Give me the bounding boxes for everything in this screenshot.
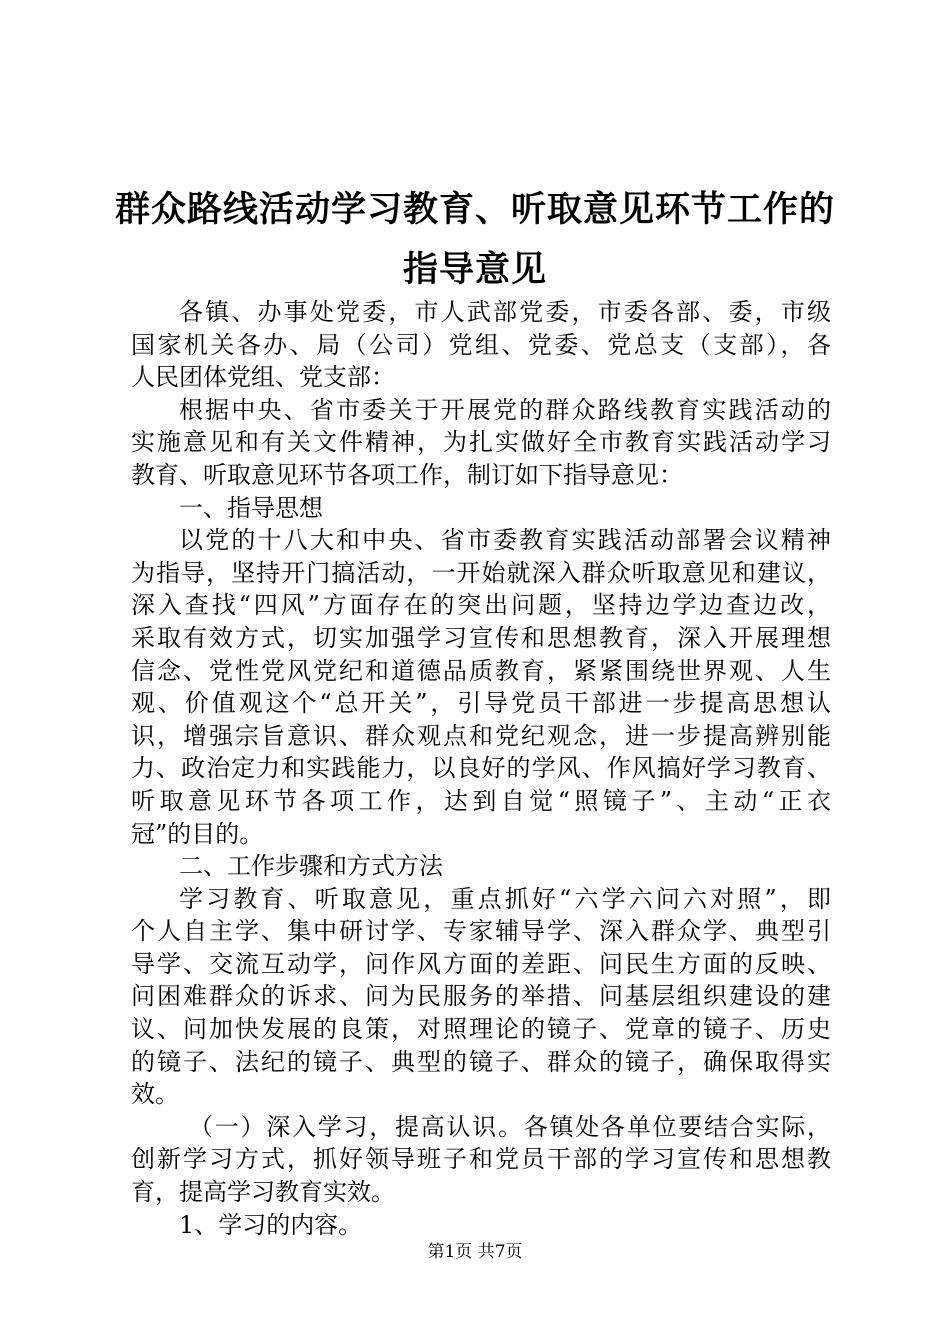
document-title-line-1: 群众路线活动学习教育、听取意见环节工作的: [114, 189, 835, 230]
body-line: 人民团体党组、党支部：: [131, 363, 395, 392]
body-line: （一）深入学习，提高认识。各镇处各单位要结合实际，: [189, 1112, 831, 1141]
body-line: 为指导，坚持开门搞活动，一开始就深入群众听取意见和建议，: [131, 558, 831, 587]
body-line: 导学、交流互动学，问作风方面的差距、问民生方面的反映、: [131, 949, 831, 978]
body-line: 冠”的目的。: [131, 819, 264, 848]
body-line: 深入查找“四风”方面存在的突出问题，坚持边学边查边改，: [131, 591, 831, 620]
body-line: 议、问加快发展的良策，对照理论的镜子、党章的镜子、历史: [131, 1015, 831, 1044]
document-title-line-2: 指导意见: [402, 249, 547, 290]
body-line: 实施意见和有关文件精神，为扎实做好全市教育实践活动学习: [131, 428, 831, 457]
body-line: 力、政治定力和实践能力，以良好的学风、作风搞好学习教育、: [131, 754, 831, 783]
document-body: [131, 296, 831, 1241]
body-line: 国家机关各办、局（公司）党组、党委、党总支（支部），各: [131, 330, 831, 359]
body-line: 育，提高学习教育实效。: [131, 1178, 395, 1207]
body-line: 问困难群众的诉求、问为民服务的举措、问基层组织建设的建: [131, 982, 831, 1011]
body-line: 的镜子、法纪的镜子、典型的镜子、群众的镜子，确保取得实: [131, 1047, 831, 1076]
body-line: 各镇、办事处党委，市人武部党委，市委各部、委，市级: [179, 298, 831, 326]
page-footer: 第1页 共7页: [427, 1242, 523, 1262]
section-heading: 二、工作步骤和方式方法: [179, 852, 443, 881]
body-line: 学习教育、听取意见，重点抓好“六学六问六对照”，即: [179, 884, 831, 913]
section-heading: 一、指导思想: [179, 493, 323, 522]
body-line: 个人自主学、集中研讨学、专家辅导学、深入群众学、典型引: [131, 917, 831, 946]
body-line: 以党的十八大和中央、省市委教育实践活动部署会议精神: [179, 526, 831, 555]
body-line: 采取有效方式，切实加强学习宣传和思想教育，深入开展理想: [131, 623, 831, 652]
body-line: 信念、党性党风党纪和道德品质教育，紧紧围绕世界观、人生: [131, 656, 831, 685]
body-line: 听取意见环节各项工作，达到自觉“照镜子”、主动“正衣: [131, 786, 831, 815]
body-line: 观、价值观这个“总开关”，引导党员干部进一步提高思想认: [131, 689, 831, 718]
body-line: 创新学习方式，抓好领导班子和党员干部的学习宣传和思想教: [131, 1145, 831, 1174]
body-line: 识，增强宗旨意识、群众观点和党纪观念，进一步提高辨别能: [131, 721, 831, 750]
body-line: 效。: [131, 1080, 179, 1109]
subsection-heading: 1、学习的内容。: [179, 1210, 363, 1239]
body-line: 教育、听取意见环节各项工作，制订如下指导意见：: [131, 460, 683, 489]
body-line: 根据中央、省市委关于开展党的群众路线教育实践活动的: [179, 395, 831, 424]
